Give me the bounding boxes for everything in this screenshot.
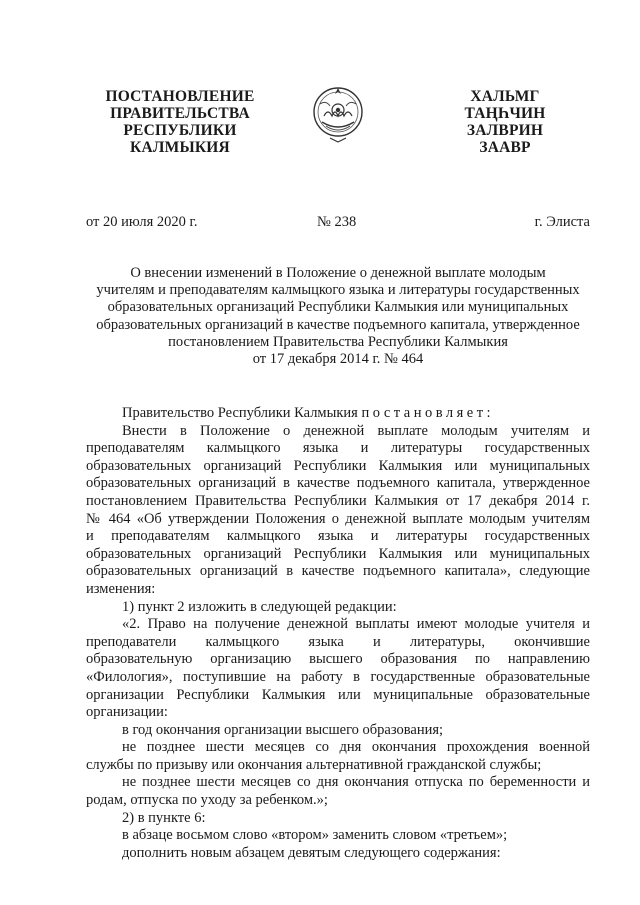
dateline: [86, 214, 590, 232]
header-right-title: [430, 88, 580, 156]
body-line: и преподавателям калмыцкого языка и литературы государственных: [86, 528, 590, 545]
header-left-line: ПРАВИТЕЛЬСТВА: [110, 105, 250, 122]
header-right-line: ХАЛЬМГ: [470, 88, 540, 105]
body-line: в год окончания организации высшего образования;: [122, 721, 444, 738]
body-line: дополнить новым абзацем девятым следующего содержания:: [122, 844, 501, 861]
kalmykia-emblem-icon: [312, 82, 364, 144]
intro-prefix: Правительство Республики Калмыкия: [122, 405, 358, 421]
body-line: в абзаце восьмом слово «втором» заменить словом «третьем»;: [122, 827, 508, 844]
body-line: преподаватели калмыцкого языка и литературы, окончившие: [86, 633, 590, 650]
title-line: учителям и преподавателям калмыцкого языка и литературы государственных: [96, 282, 580, 299]
title-line: образовательных организаций в качестве подъемного капитала, утвержденное: [96, 316, 580, 333]
body-line: образовательных организаций в качестве подъемного капитала», следующие: [86, 563, 590, 580]
body-line: образовательную организацию высшего образования по направлению: [86, 651, 590, 668]
header-left-title: [80, 88, 280, 156]
body-line: организации Республики Калмыкия или муниципальные образовательные: [86, 686, 590, 703]
document-date: от 20 июля 2020 г.: [86, 214, 198, 230]
intro-verb: постановляет:: [361, 405, 495, 421]
title-line: от 17 декабря 2014 г. № 464: [252, 351, 424, 368]
header-left-line: КАЛМЫКИЯ: [130, 139, 230, 156]
body-line: «2. Право на получение денежной выплаты имеют молодые учителя и: [122, 616, 590, 633]
body-line: 2) в пункте 6:: [122, 809, 206, 826]
body-line: № 464 «Об утверждении Положения о денежной выплате молодым учителям: [86, 510, 590, 527]
body-line: организации:: [86, 704, 168, 721]
document-body: [86, 405, 590, 862]
header-left-line: РЕСПУБЛИКИ: [123, 122, 237, 139]
document-title: [86, 265, 590, 368]
header-left-line: ПОСТАНОВЛЕНИЕ: [105, 88, 255, 105]
document-city: г. Элиста: [534, 214, 590, 230]
body-line: не позднее шести месяцев со дня окончания прохождения военной: [122, 739, 590, 756]
intro-line: [86, 405, 590, 423]
body-line: образовательных организаций Республики Калмыкия или муниципальных: [86, 457, 590, 474]
body-line: службы по призыву или окончания альтернативной гражданской службы;: [86, 756, 542, 773]
body-line: преподавателям калмыцкого языка и литературы государственных: [86, 440, 590, 457]
body-line: Внести в Положение о денежной выплате молодым учителям и: [122, 422, 590, 439]
header-right-line: ТАҢҺЧИН: [464, 105, 546, 122]
title-line: постановлением Правительства Республики Калмыкия: [168, 333, 508, 350]
body-line: постановлением Правительства Республики Калмыкия от 17 декабря 2014 г.: [86, 492, 590, 509]
body-line: «Филология», поступившие на работу в государственные образовательные: [86, 668, 590, 685]
body-line: изменения:: [86, 580, 156, 597]
document-number: № 238: [317, 214, 357, 230]
body-line: 1) пункт 2 изложить в следующей редакции:: [122, 598, 397, 615]
header-right-line: ЗААВР: [479, 139, 531, 156]
body-line: не позднее шести месяцев со дня окончания отпуска по беременности и: [122, 774, 590, 791]
header-right-line: ЗАЛВРИН: [466, 122, 544, 139]
title-line: образовательных организаций Республики Калмыкия или муниципальных: [107, 299, 569, 316]
body-line: образовательных организаций Республики Калмыкия или муниципальных: [86, 545, 590, 562]
title-line: О внесении изменений в Положение о денежной выплате молодым: [130, 265, 546, 281]
body-line: образовательных организаций в качестве подъемного капитала, утвержденное: [86, 475, 590, 492]
body-line: родам, отпуска по уходу за ребенком.»;: [86, 792, 328, 809]
